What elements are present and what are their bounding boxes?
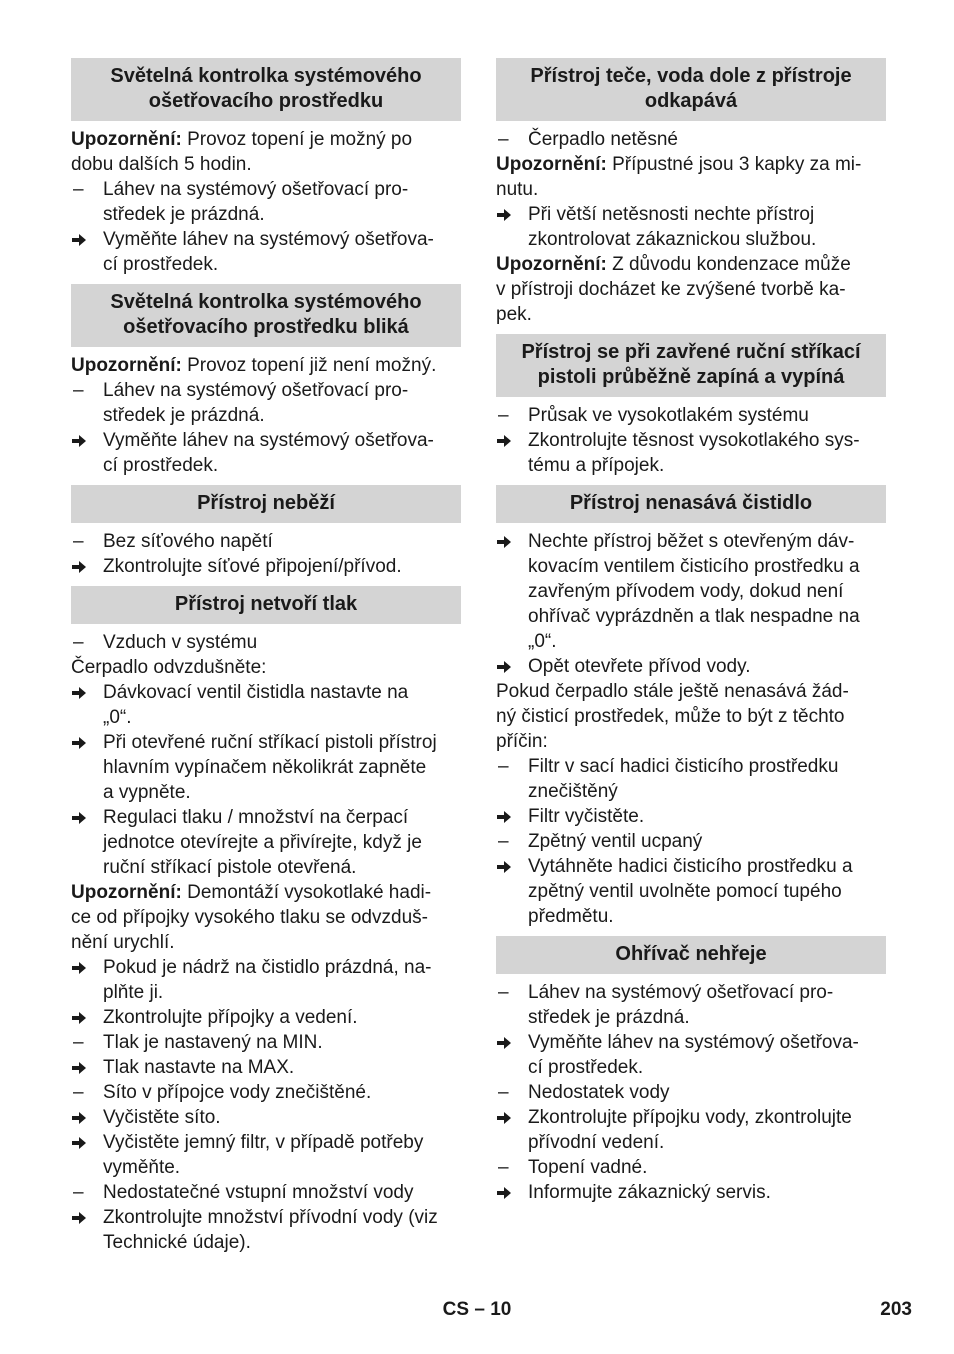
arrow-right-icon bbox=[71, 1205, 95, 1230]
remedy-item bbox=[496, 654, 886, 679]
item-text: středek je prázdná. bbox=[103, 204, 265, 225]
section-heading: Přístroj neběží bbox=[71, 485, 461, 523]
item-continuation bbox=[71, 1230, 461, 1255]
arrow-right-icon bbox=[71, 428, 95, 453]
item-continuation bbox=[71, 855, 461, 880]
body-text-line: příčin: bbox=[496, 731, 548, 752]
item-text: zkontrolovat zákaznickou službou. bbox=[528, 229, 817, 250]
item-continuation bbox=[71, 1155, 461, 1180]
right-column bbox=[496, 58, 886, 1205]
item-text: středek je prázdná. bbox=[103, 405, 265, 426]
item-text: Láhev na systémový ošetřovací pro- bbox=[103, 179, 409, 200]
item-continuation bbox=[71, 705, 461, 730]
dash-bullet: – bbox=[73, 632, 84, 653]
cause-item bbox=[71, 177, 461, 202]
item-text: Láhev na systémový ošetřovací pro- bbox=[103, 380, 409, 401]
item-continuation bbox=[496, 1055, 886, 1080]
remedy-item bbox=[496, 1180, 886, 1205]
item-text: Čerpadlo netěsné bbox=[528, 129, 678, 150]
item-text: přívodní vedení. bbox=[528, 1132, 665, 1153]
item-text: Regulaci tlaku / množství na čerpací bbox=[103, 807, 409, 828]
item-continuation bbox=[496, 554, 886, 579]
note-text: Provoz topení již není možný. bbox=[181, 355, 437, 376]
item-text: plňte ji. bbox=[103, 982, 164, 1003]
arrow-right-icon bbox=[496, 1180, 520, 1205]
note-label: Upozornění: bbox=[496, 154, 607, 175]
troubleshooting-section bbox=[496, 936, 886, 1205]
item-continuation bbox=[71, 830, 461, 855]
arrow-right-icon bbox=[71, 227, 95, 252]
item-text: zpětný ventil uvolněte pomocí tupého bbox=[528, 881, 842, 902]
arrow-right-icon bbox=[71, 1055, 95, 1080]
remedy-item bbox=[496, 202, 886, 227]
arrow-right-icon bbox=[496, 654, 520, 679]
troubleshooting-section bbox=[71, 284, 461, 478]
remedy-item bbox=[71, 1130, 461, 1155]
item-text: a vypněte. bbox=[103, 782, 191, 803]
note-line bbox=[71, 127, 461, 152]
note-text: Provoz topení je možný po bbox=[181, 129, 413, 150]
item-text: vyměňte. bbox=[103, 1157, 181, 1178]
remedy-item bbox=[71, 955, 461, 980]
arrow-right-icon bbox=[71, 1005, 95, 1030]
cause-item bbox=[496, 403, 886, 428]
item-text: středek je prázdná. bbox=[528, 1007, 690, 1028]
note-line bbox=[71, 880, 461, 905]
body-text-line: nutu. bbox=[496, 179, 539, 200]
item-text: „0“. bbox=[103, 707, 132, 728]
item-text: cí prostředek. bbox=[103, 455, 219, 476]
dash-bullet: – bbox=[73, 1082, 84, 1103]
note-label: Upozornění: bbox=[71, 129, 182, 150]
item-continuation bbox=[71, 780, 461, 805]
cause-item bbox=[71, 1080, 461, 1105]
troubleshooting-section bbox=[71, 485, 461, 579]
body-text-line: ce od přípojky vysokého tlaku se odvzduš- bbox=[71, 907, 428, 928]
item-text: Vyměňte láhev na systémový ošetřova- bbox=[103, 229, 434, 250]
body-text-line: ný čisticí prostředek, může to být z těchto bbox=[496, 706, 845, 727]
remedy-item bbox=[71, 680, 461, 705]
item-text: Vytáhněte hadici čisticího prostředku a bbox=[528, 856, 853, 877]
body-text-line: Čerpadlo odvzdušněte: bbox=[71, 657, 267, 678]
item-continuation bbox=[496, 1005, 886, 1030]
item-text: Bez síťového napětí bbox=[103, 531, 273, 552]
item-text: hlavním vypínačem několikrát zapněte bbox=[103, 757, 427, 778]
troubleshooting-section bbox=[71, 58, 461, 277]
item-text: znečištěný bbox=[528, 781, 618, 802]
item-text: Láhev na systémový ošetřovací pro- bbox=[528, 982, 834, 1003]
dash-bullet: – bbox=[73, 380, 84, 401]
note-label: Upozornění: bbox=[496, 254, 607, 275]
section-heading: Přístroj nenasává čistidlo bbox=[496, 485, 886, 523]
remedy-item bbox=[71, 1005, 461, 1030]
section-heading: Světelná kontrolka systémového ošetřovacího prostředku bbox=[71, 58, 461, 121]
remedy-item bbox=[496, 804, 886, 829]
item-continuation bbox=[496, 879, 886, 904]
item-text: Nedostatečné vstupní množství vody bbox=[103, 1182, 414, 1203]
dash-bullet: – bbox=[498, 831, 509, 852]
item-text: Vyměňte láhev na systémový ošetřova- bbox=[103, 430, 434, 451]
item-continuation bbox=[496, 453, 886, 478]
item-text: Průsak ve vysokotlakém systému bbox=[528, 405, 809, 426]
arrow-right-icon bbox=[496, 428, 520, 453]
item-text: Vzduch v systému bbox=[103, 632, 258, 653]
troubleshooting-section bbox=[71, 586, 461, 1255]
item-continuation bbox=[71, 980, 461, 1005]
note-line bbox=[496, 152, 886, 177]
cause-item bbox=[496, 1155, 886, 1180]
body-text-line: nění urychlí. bbox=[71, 932, 175, 953]
item-text: Při otevřené ruční stříkací pistoli přístroj bbox=[103, 732, 437, 753]
remedy-item bbox=[496, 529, 886, 554]
cause-item bbox=[71, 1030, 461, 1055]
item-text: jednotce otevírejte a přivírejte, když je bbox=[103, 832, 422, 853]
item-text: „0“. bbox=[528, 631, 557, 652]
item-continuation bbox=[71, 453, 461, 478]
item-continuation bbox=[496, 904, 886, 929]
item-text: Filtr v sací hadici čisticího prostředku bbox=[528, 756, 839, 777]
remedy-item bbox=[496, 1105, 886, 1130]
arrow-right-icon bbox=[496, 1105, 520, 1130]
dash-bullet: – bbox=[498, 1157, 509, 1178]
arrow-right-icon bbox=[71, 730, 95, 755]
page-number: 203 bbox=[880, 1299, 912, 1320]
item-text: Vyměňte láhev na systémový ošetřova- bbox=[528, 1032, 859, 1053]
troubleshooting-section bbox=[496, 334, 886, 478]
dash-bullet: – bbox=[73, 179, 84, 200]
note-text: Demontáží vysokotlaké hadi- bbox=[181, 882, 432, 903]
dash-bullet: – bbox=[498, 129, 509, 150]
item-text: cí prostředek. bbox=[103, 254, 219, 275]
dash-bullet: – bbox=[498, 982, 509, 1003]
item-text: ohřívač vyprázdněn a tlak nespadne na bbox=[528, 606, 860, 627]
item-text: kovacím ventilem čisticího prostředku a bbox=[528, 556, 860, 577]
remedy-item bbox=[71, 1055, 461, 1080]
note-line bbox=[71, 353, 461, 378]
item-text: Topení vadné. bbox=[528, 1157, 648, 1178]
arrow-right-icon bbox=[496, 529, 520, 554]
arrow-right-icon bbox=[71, 955, 95, 980]
arrow-right-icon bbox=[496, 804, 520, 829]
item-text: Technické údaje). bbox=[103, 1232, 251, 1253]
item-text: Nechte přístroj běžet s otevřeným dáv- bbox=[528, 531, 855, 552]
cause-item bbox=[496, 127, 886, 152]
cause-item bbox=[71, 630, 461, 655]
item-text: tému a přípojek. bbox=[528, 455, 665, 476]
cause-item bbox=[496, 1080, 886, 1105]
item-text: Vyčistěte jemný filtr, v případě potřeby bbox=[103, 1132, 424, 1153]
section-heading: Světelná kontrolka systémového ošetřovacího prostředku bliká bbox=[71, 284, 461, 347]
note-line bbox=[496, 252, 886, 277]
item-text: Nedostatek vody bbox=[528, 1082, 670, 1103]
note-label: Upozornění: bbox=[71, 882, 182, 903]
item-text: Při větší netěsnosti nechte přístroj bbox=[528, 204, 815, 225]
item-text: Zkontrolujte přípojku vody, zkontrolujte bbox=[528, 1107, 852, 1128]
item-text: Informujte zákaznický servis. bbox=[528, 1182, 771, 1203]
cause-item bbox=[71, 378, 461, 403]
remedy-item bbox=[71, 554, 461, 579]
troubleshooting-section bbox=[496, 485, 886, 929]
item-continuation bbox=[496, 579, 886, 604]
item-text: Tlak nastavte na MAX. bbox=[103, 1057, 295, 1078]
section-heading: Přístroj teče, voda dole z přístroje odkapává bbox=[496, 58, 886, 121]
remedy-item bbox=[496, 428, 886, 453]
item-text: Dávkovací ventil čistidla nastavte na bbox=[103, 682, 409, 703]
arrow-right-icon bbox=[71, 554, 95, 579]
remedy-item bbox=[71, 730, 461, 755]
item-text: Pokud je nádrž na čistidlo prázdná, na- bbox=[103, 957, 432, 978]
remedy-item bbox=[71, 805, 461, 830]
remedy-item bbox=[496, 1030, 886, 1055]
item-text: zavřeným přívodem vody, dokud není bbox=[528, 581, 844, 602]
remedy-item bbox=[71, 428, 461, 453]
item-continuation bbox=[71, 202, 461, 227]
body-text-line: dobu dalších 5 hodin. bbox=[71, 154, 252, 175]
remedy-item bbox=[71, 227, 461, 252]
item-text: Zkontrolujte množství přívodní vody (viz bbox=[103, 1207, 438, 1228]
arrow-right-icon bbox=[71, 1130, 95, 1155]
item-text: cí prostředek. bbox=[528, 1057, 644, 1078]
dash-bullet: – bbox=[73, 1032, 84, 1053]
remedy-item bbox=[71, 1105, 461, 1130]
cause-item bbox=[496, 980, 886, 1005]
arrow-right-icon bbox=[71, 805, 95, 830]
remedy-item bbox=[71, 1205, 461, 1230]
item-continuation bbox=[71, 252, 461, 277]
item-text: Zkontrolujte přípojky a vedení. bbox=[103, 1007, 358, 1028]
cause-item bbox=[496, 754, 886, 779]
item-continuation bbox=[71, 755, 461, 780]
cause-item bbox=[496, 829, 886, 854]
item-continuation bbox=[496, 1130, 886, 1155]
arrow-right-icon bbox=[496, 854, 520, 879]
item-continuation bbox=[496, 629, 886, 654]
troubleshooting-section bbox=[496, 58, 886, 327]
arrow-right-icon bbox=[71, 1105, 95, 1130]
item-text: Opět otevřete přívod vody. bbox=[528, 656, 751, 677]
section-heading: Přístroj se při zavřené ruční stříkací pistoli průběžně zapíná a vypíná bbox=[496, 334, 886, 397]
item-text: Síto v přípojce vody znečištěné. bbox=[103, 1082, 372, 1103]
left-column bbox=[71, 58, 461, 1255]
dash-bullet: – bbox=[498, 405, 509, 426]
note-text: Z důvodu kondenzace může bbox=[606, 254, 851, 275]
item-continuation bbox=[496, 779, 886, 804]
item-text: Zkontrolujte těsnost vysokotlakého sys- bbox=[528, 430, 860, 451]
item-text: Tlak je nastavený na MIN. bbox=[103, 1032, 323, 1053]
item-continuation bbox=[71, 403, 461, 428]
cause-item bbox=[71, 529, 461, 554]
remedy-item bbox=[496, 854, 886, 879]
item-text: Filtr vyčistěte. bbox=[528, 806, 645, 827]
dash-bullet: – bbox=[498, 756, 509, 777]
item-continuation bbox=[496, 227, 886, 252]
body-text-line: v přístroji docházet ke zvýšené tvorbě ka- bbox=[496, 279, 846, 300]
item-text: předmětu. bbox=[528, 906, 614, 927]
body-text-line: Pokud čerpadlo stále ještě nenasává žád- bbox=[496, 681, 849, 702]
arrow-right-icon bbox=[496, 202, 520, 227]
dash-bullet: – bbox=[73, 1182, 84, 1203]
item-text: Zkontrolujte síťové připojení/přívod. bbox=[103, 556, 402, 577]
item-continuation bbox=[496, 604, 886, 629]
item-text: Zpětný ventil ucpaný bbox=[528, 831, 703, 852]
section-heading: Přístroj netvoří tlak bbox=[71, 586, 461, 624]
section-heading: Ohřívač nehřeje bbox=[496, 936, 886, 974]
item-text: ruční stříkací pistole otevřená. bbox=[103, 857, 357, 878]
arrow-right-icon bbox=[71, 680, 95, 705]
note-text: Přípustné jsou 3 kapky za mi- bbox=[606, 154, 862, 175]
note-label: Upozornění: bbox=[71, 355, 182, 376]
cause-item bbox=[71, 1180, 461, 1205]
dash-bullet: – bbox=[73, 531, 84, 552]
arrow-right-icon bbox=[496, 1030, 520, 1055]
footer-section-label: CS – 10 bbox=[442, 1299, 512, 1320]
body-text-line: pek. bbox=[496, 304, 532, 325]
dash-bullet: – bbox=[498, 1082, 509, 1103]
item-text: Vyčistěte síto. bbox=[103, 1107, 221, 1128]
